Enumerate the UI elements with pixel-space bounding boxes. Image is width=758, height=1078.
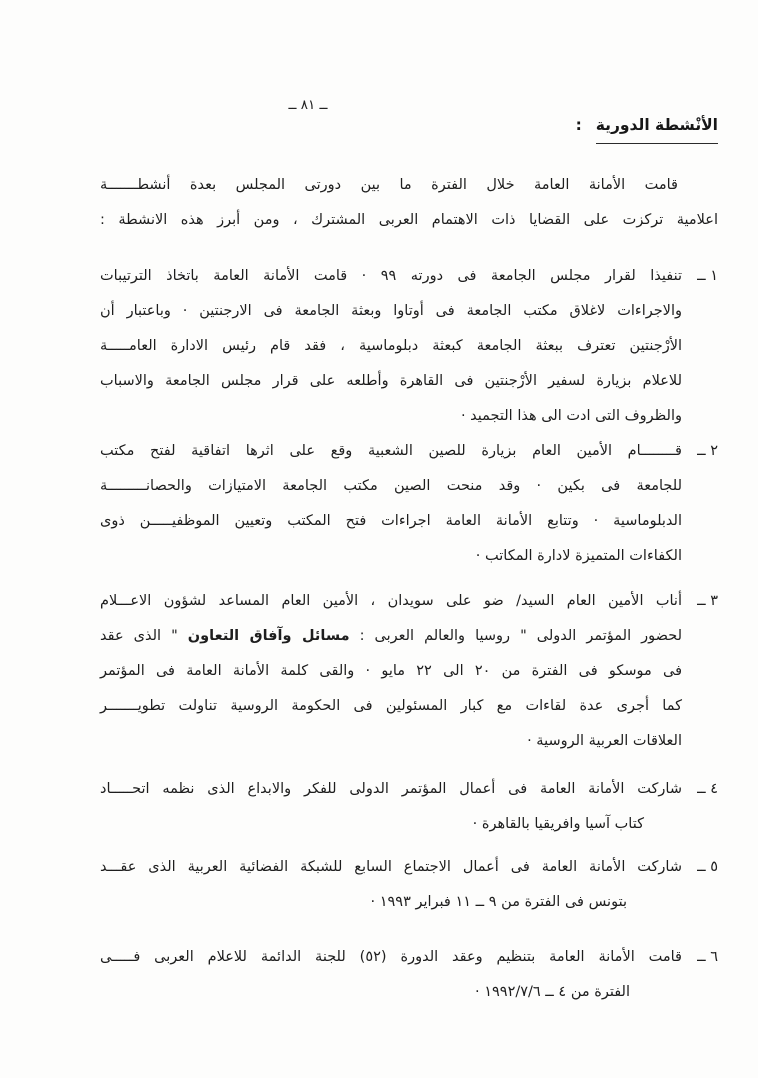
numbered-list [100, 259, 718, 1010]
item-line: بتونس فى الفترة من ٩ ــ ١١ فبراير ١٩٩٣ · [370, 894, 627, 910]
item-line: الفترة من ٤ ــ ١٩٩٢/٧/٦ · [474, 984, 630, 1000]
item-text [100, 772, 682, 842]
section-heading [0, 116, 718, 134]
intro-paragraph [100, 168, 718, 238]
item-line: تنفيذا لقرار مجلس الجامعة فى دورته ٩٩ · قامت الأمانة العامة باتخاذ الترتيبات [100, 268, 682, 284]
item-line: كتاب آسيا وافريقيا بالقاهرة · [472, 816, 644, 832]
item-text [100, 940, 682, 1010]
page-number: ــ ٨١ ــ [288, 97, 328, 113]
item-text [100, 259, 682, 434]
item-line: والاجراءات لاغلاق مكتب الجامعة فى أوتاوا وبعثة الجامعة فى الارجنتين · وباعتبار أن [100, 303, 682, 319]
item-line-segment: لحضور المؤتمر الدولى " روسيا والعالم العربى : [349, 628, 682, 644]
section-heading-colon: : [575, 116, 582, 134]
list-item [100, 584, 718, 759]
item-line: للجامعة فى بكين · وقد منحت الصين مكتب الجامعة الامتيازات والحصانـــــــــة [100, 478, 682, 494]
item-line: شاركت الأمانة العامة فى أعمال المؤتمر الدولى للفكر والابداع الذى نظمه اتحـــــاد [100, 781, 682, 797]
item-number: ٣ ــ [697, 593, 718, 609]
item-number: ٥ ــ [697, 859, 718, 875]
item-text [100, 434, 682, 574]
item-number: ١ ــ [697, 268, 718, 284]
list-item [100, 434, 718, 574]
item-line: قامت الأمانة العامة بتنظيم وعقد الدورة (٥٢) للجنة الدائمة للاعلام العربى فـــــى [100, 949, 682, 965]
list-item [100, 850, 718, 920]
item-line: أناب الأمين العام السيد/ ضو على سويدان ، الأمين العام المساعد لشؤون الاعـــلام [100, 593, 682, 609]
list-item [100, 259, 718, 434]
item-number: ٢ ــ [697, 443, 718, 459]
item-text [100, 584, 682, 759]
item-line: الأرْجنتين تعترف ببعثة الجامعة كبعثة دبلوماسية ، فقد قام رئيس الادارة العامـــــة [100, 338, 682, 354]
item-number: ٤ ــ [697, 781, 718, 797]
item-line [100, 619, 682, 654]
item-line: والظروف التى ادت الى هذا التجميد · [460, 408, 682, 424]
list-item [100, 772, 718, 842]
item-line: العلاقات العربية الروسية · [527, 733, 682, 749]
item-text [100, 850, 682, 920]
conference-title-bold: مسائل وآفاق التعاون [187, 628, 350, 644]
intro-line: قامت الأمانة العامة خلال الفترة ما بين دورتى المجلس بعدة أنشطـــــــة [100, 177, 678, 193]
section-heading-title: الأنْشطة الدورية [596, 116, 718, 144]
item-line: فى موسكو فى الفترة من ٢٠ الى ٢٢ مايو · والقى كلمة الأمانة العامة فى المؤتمر [100, 663, 683, 679]
item-line-segment: " الذى عقد [100, 628, 188, 644]
item-line: كما أجرى عدة لقاءات مع كبار المسئولين فى الحكومة الروسية تناولت تطويـــــــر [100, 698, 682, 714]
item-number: ٦ ــ [697, 949, 718, 965]
item-line: شاركت الأمانة العامة فى أعمال الاجتماع السابع للشبكة الفضائية العربية الذى عقـــد [100, 859, 682, 875]
item-line: الدبلوماسية · وتتابع الأمانة العامة اجراءات فتح المكتب وتعيين الموظفيـــــن ذوى [100, 513, 682, 529]
item-line: قــــــــام الأمين العام بزيارة للصين الشعبية وقع على اثرها اتفاقية لفتح مكتب [100, 443, 682, 459]
list-item [100, 940, 718, 1010]
intro-line: اعلامية تركزت على القضايا ذات الاهتمام العربى المشترك ، ومن أبرز هذه الانشطة : [100, 212, 718, 228]
item-line: الكفاءات المتميزة لادارة المكاتب · [475, 548, 682, 564]
item-line: للاعلام بزيارة لسفير الأرْجنتين فى القاهرة وأطلعه على قرار مجلس الجامعة والاسباب [100, 373, 682, 389]
